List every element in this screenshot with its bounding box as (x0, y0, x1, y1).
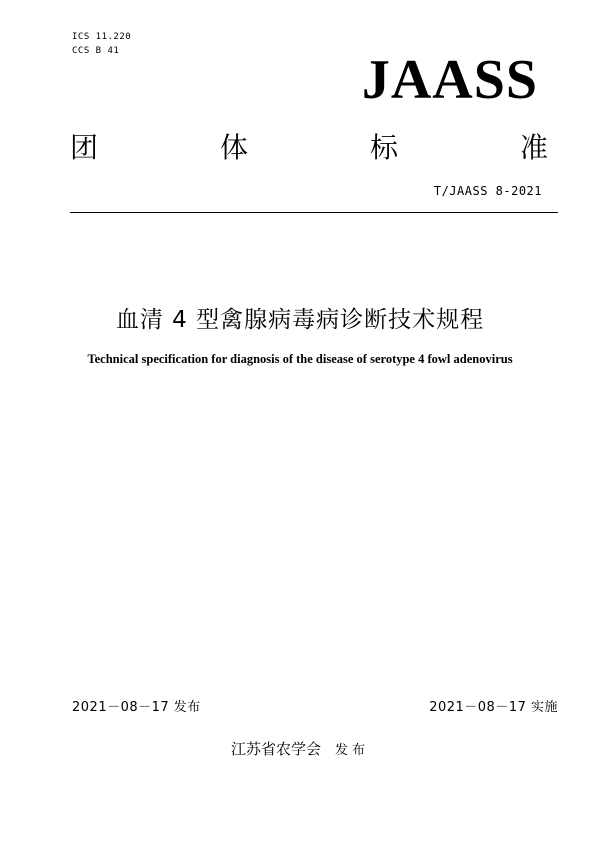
jaass-logo: JAASS (361, 49, 538, 111)
publisher-line (0, 738, 600, 762)
standard-type-heading (70, 130, 548, 166)
document-title-english: Technical specification for diagnosis of the disease of serotype 4 fowl adenovirus (87, 352, 513, 366)
ccs-code: CCS B 41 (72, 46, 120, 56)
standard-type-char: 准 (519, 131, 548, 164)
header-divider (70, 212, 558, 213)
standard-type-char: 体 (219, 131, 248, 164)
standard-number: T/JAASS 8-2021 (433, 184, 542, 198)
document-title-chinese: 血清 4 型禽腺病毒病诊断技术规程 (115, 307, 485, 333)
publisher-verb: 发布 (335, 743, 370, 758)
implementation-date: 2021－08－17 实施 (429, 700, 558, 715)
classification-codes (72, 30, 131, 58)
ics-code: ICS 11.220 (72, 32, 132, 42)
standard-type-char: 团 (70, 131, 99, 164)
publisher-name: 江苏省农学会 (230, 740, 321, 758)
issue-date: 2021－08－17 发布 (72, 700, 201, 715)
standard-type-char: 标 (369, 131, 398, 164)
